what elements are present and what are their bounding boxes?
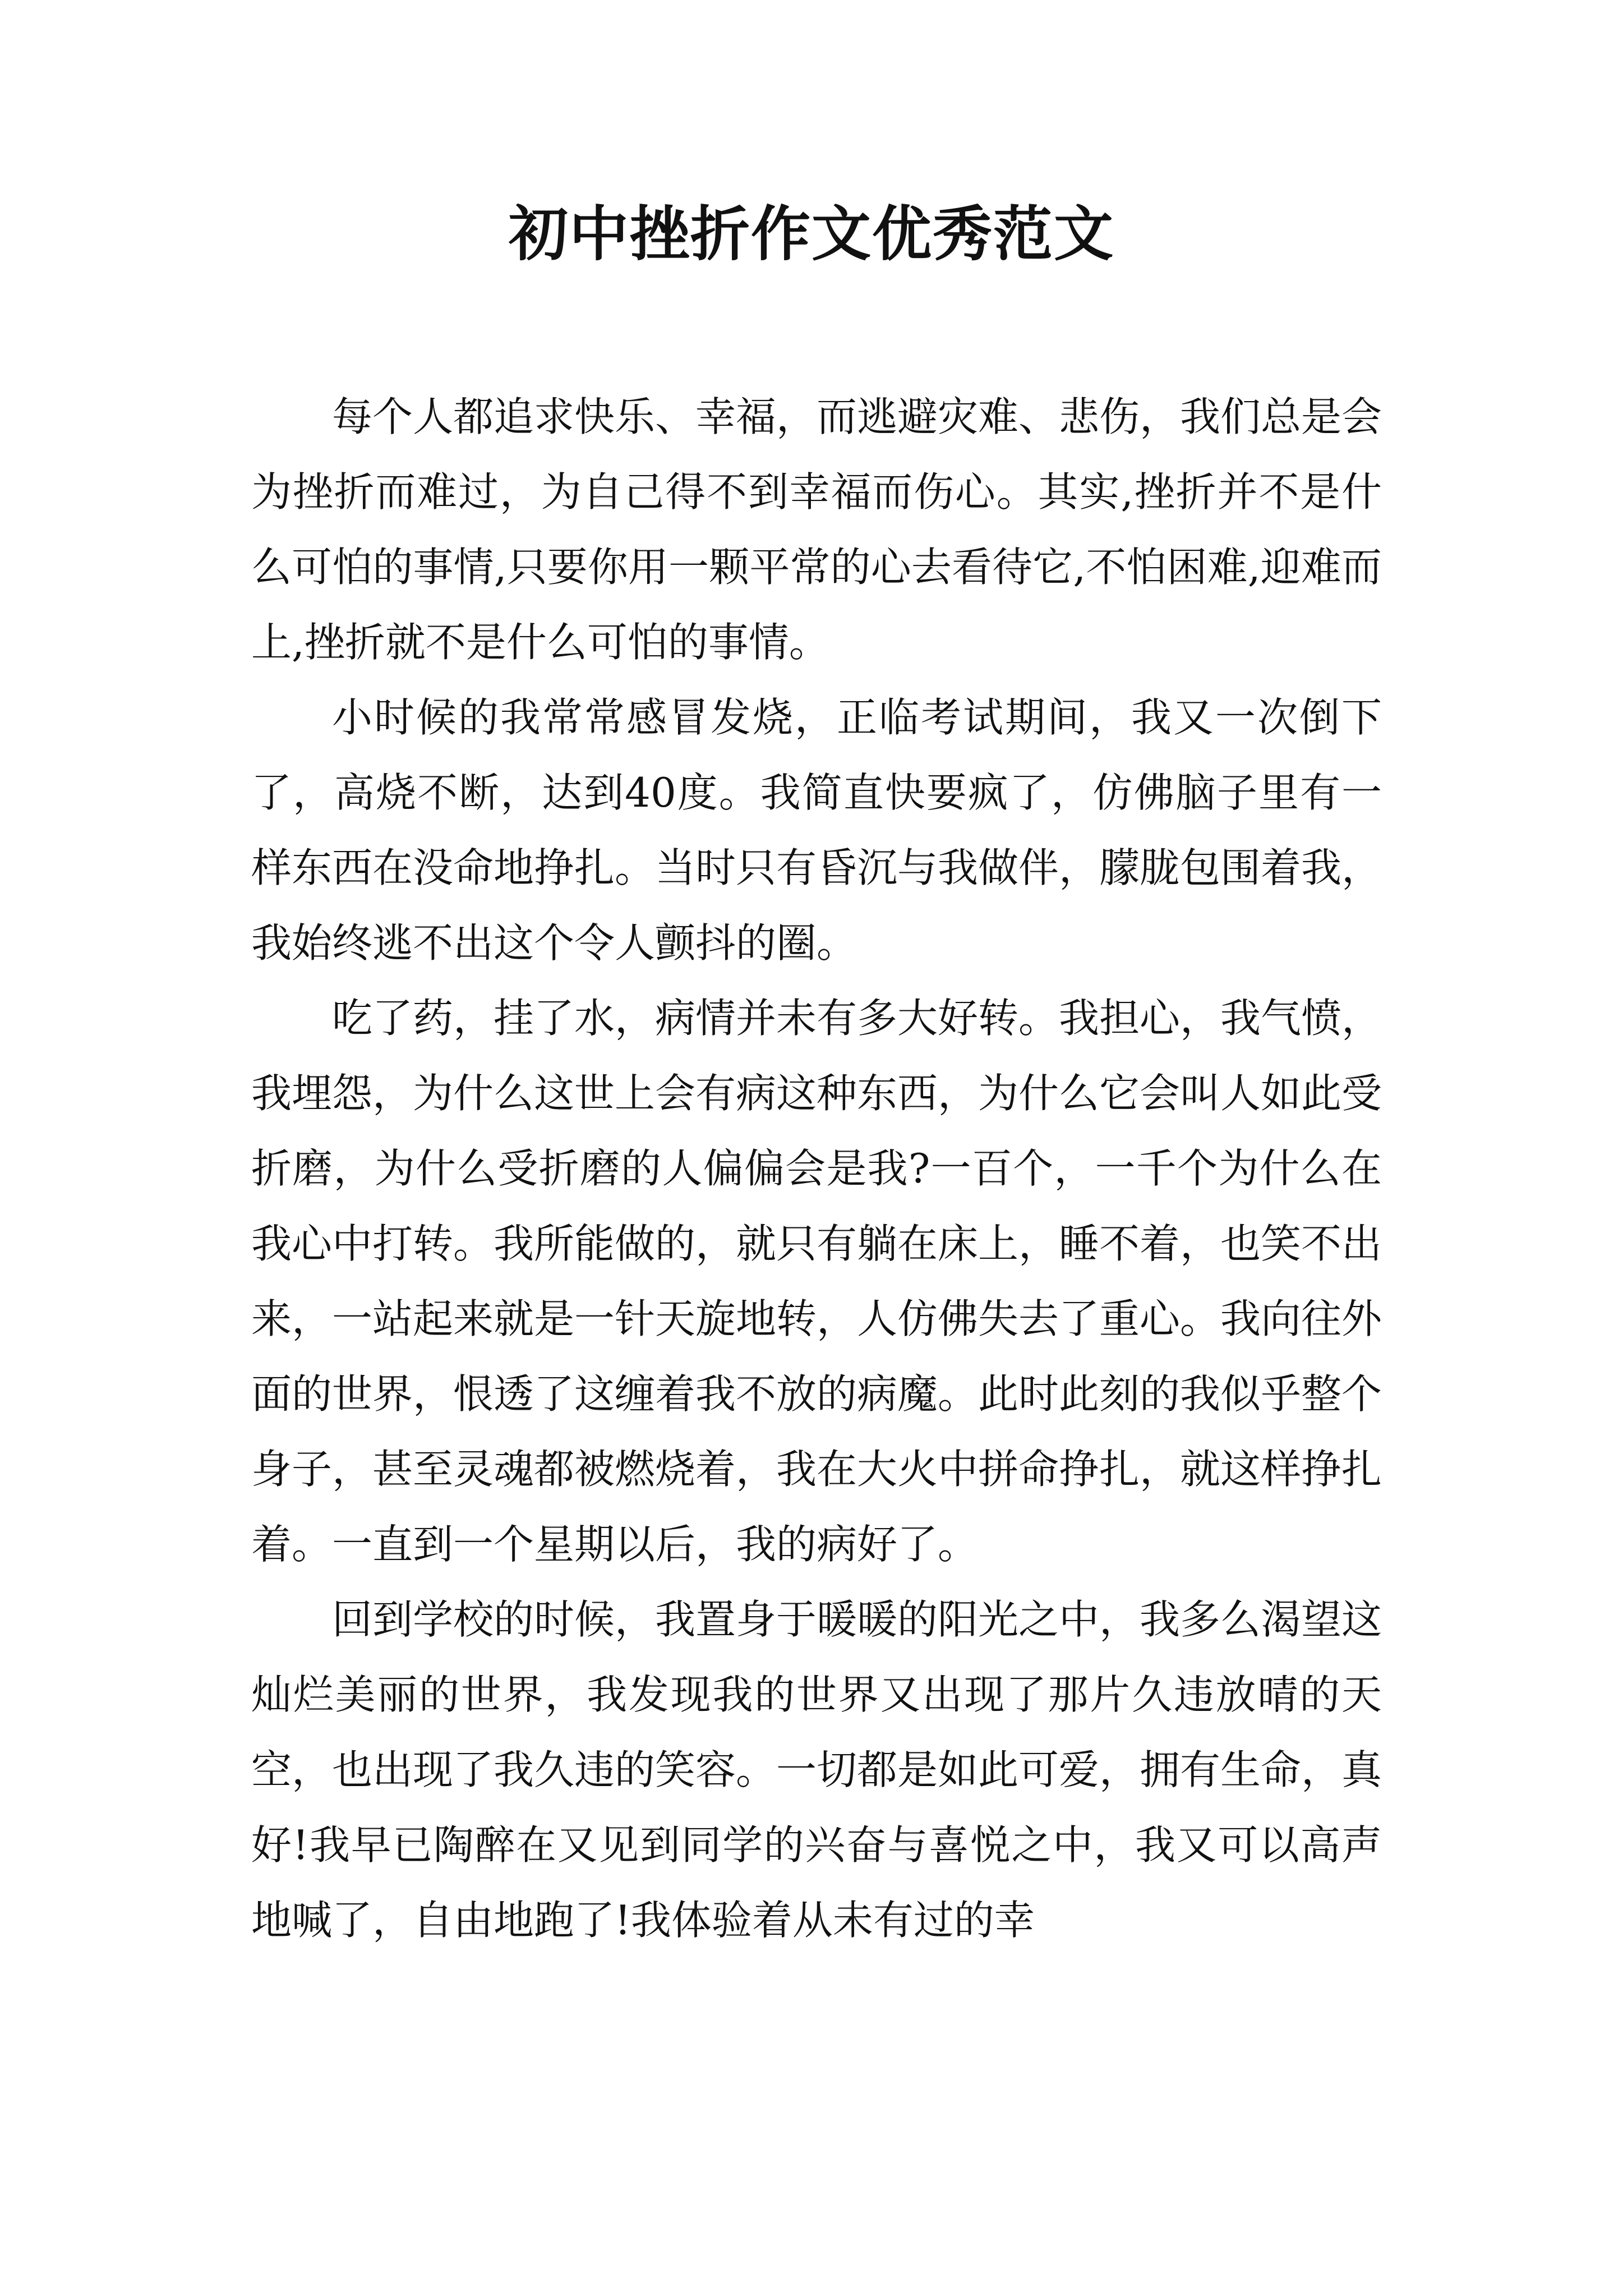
paragraph: 每个人都追求快乐、幸福，而逃避灾难、悲伤，我们总是会为挫折而难过，为自己得不到幸福而伤心。其实,挫折并不是什么可怕的事情,只要你用一颗平常的心去看待它,不怕困难,迎难而上,挫折就不是什么可怕的事情。 — [251, 393, 1382, 666]
paragraph: 回到学校的时候，我置身于暖暖的阳光之中，我多么渴望这灿烂美丽的世界，我发现我的世界又出现了那片久违放晴的天空，也出现了我久违的笑容。一切都是如此可爱，拥有生命，真好!我早已陶醉在又见到同学的兴奋与喜悦之中，我又可以高声地喊了，自由地跑了!我体验着从未有过的幸 — [251, 1596, 1382, 1944]
paragraph: 小时候的我常常感冒发烧，正临考试期间，我又一次倒下了，高烧不断，达到40度。我简直快要疯了，仿佛脑子里有一样东西在没命地挣扎。当时只有昏沉与我做伴，朦胧包围着我，我始终逃不出这个令人颤抖的圈。 — [251, 694, 1382, 967]
paragraph: 吃了药，挂了水，病情并未有多大好转。我担心，我气愤，我埋怨，为什么这世上会有病这种东西，为什么它会叫人如此受折磨，为什么受折磨的人偏偏会是我?一百个，一千个为什么在我心中打转。我所能做的，就只有躺在床上，睡不着，也笑不出来，一站起来就是一针天旋地转，人仿佛失去了重心。我向往外面的世界，恨透了这缠着我不放的病魔。此时此刻的我似乎整个身子，甚至灵魂都被燃烧着，我在大火中拼命挣扎，就这样挣扎着。一直到一个星期以后，我的病好了。 — [251, 995, 1382, 1568]
page-title: 初中挫折作文优秀范文 — [509, 199, 1114, 269]
document-body — [251, 379, 1382, 1958]
